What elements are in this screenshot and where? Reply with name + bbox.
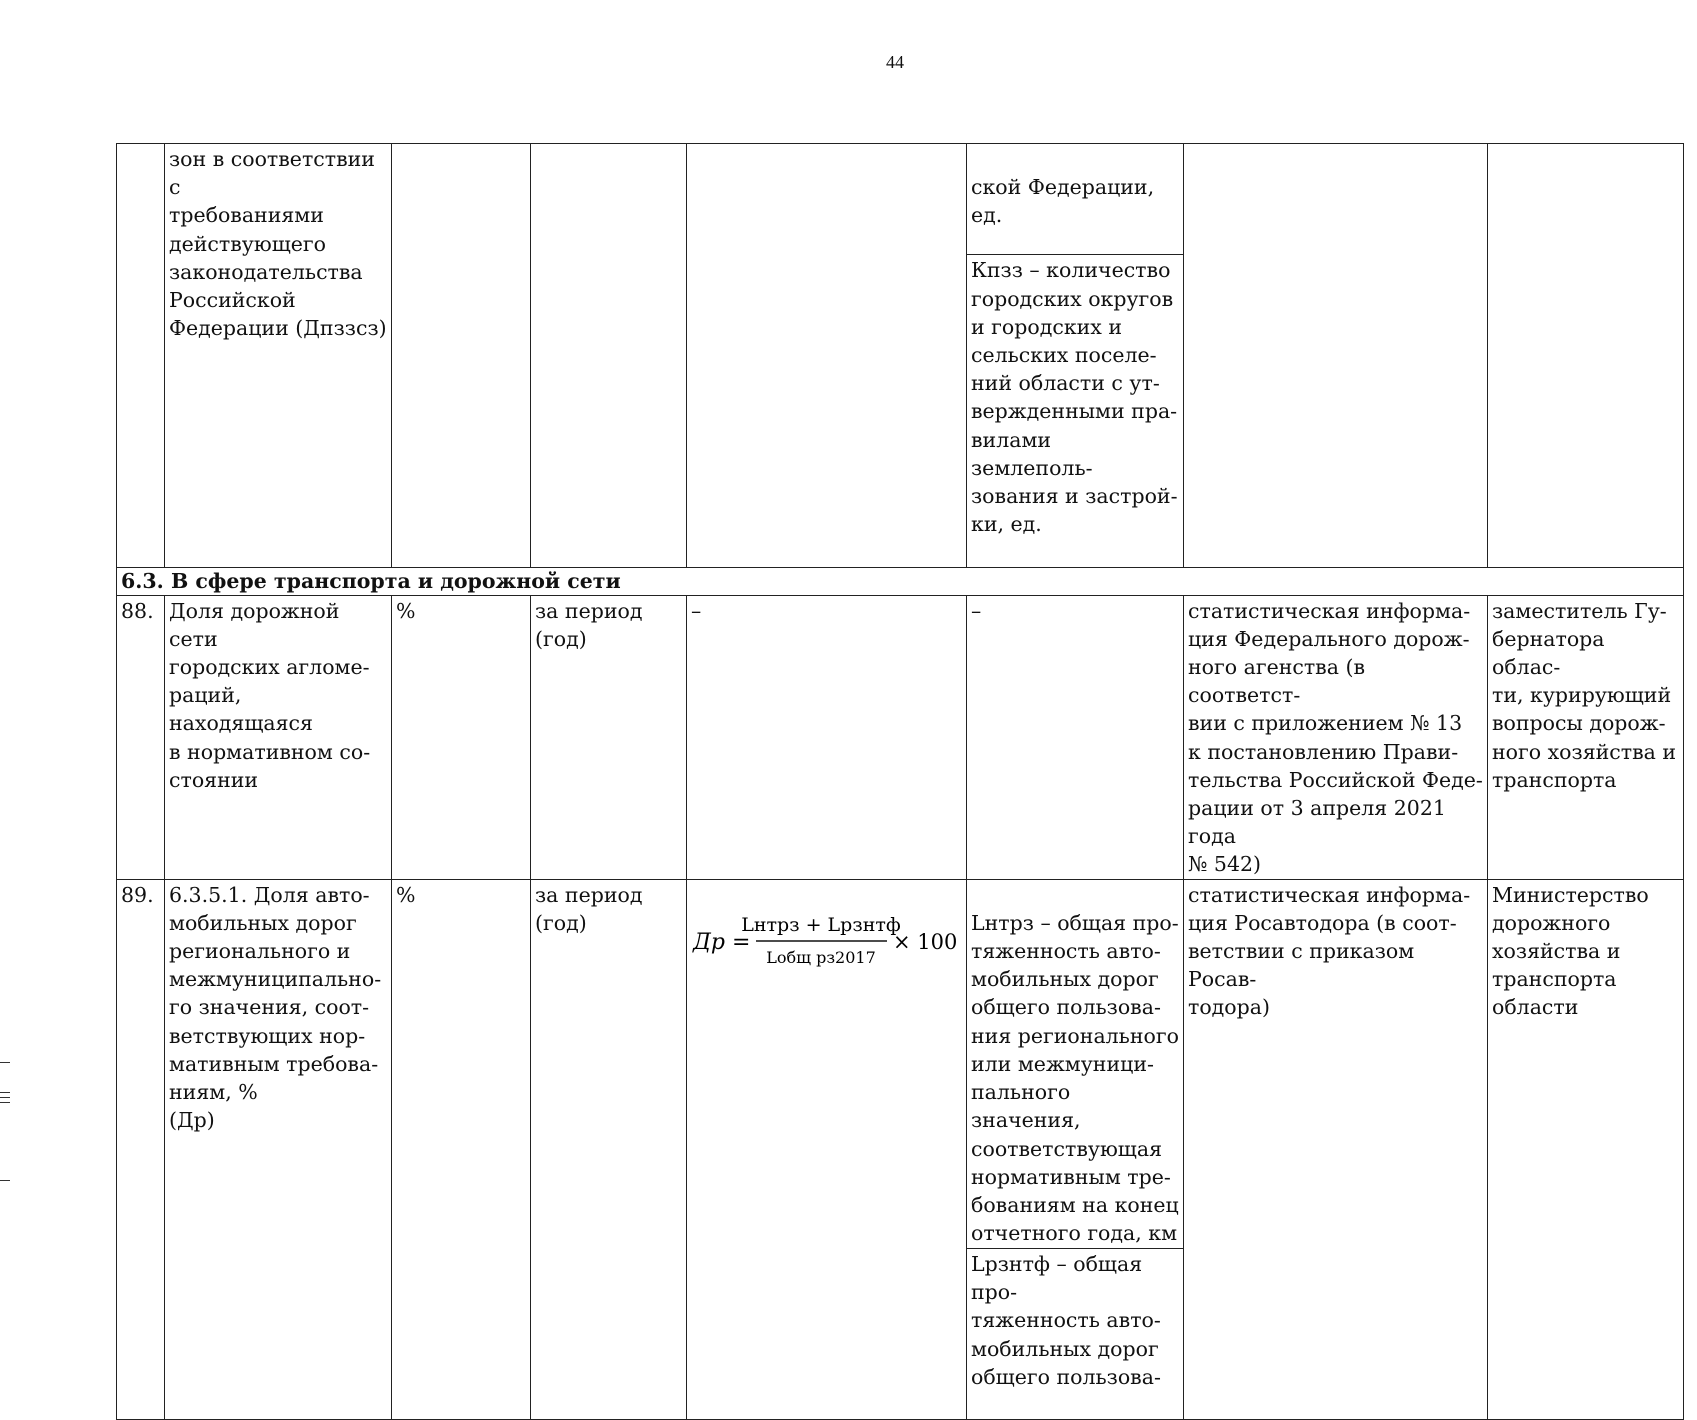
indicator-name: Доля дорожной сети городских агломе- раций, находящаяся в нормативном со- стоянии xyxy=(165,595,392,879)
page-number: 44 xyxy=(886,52,904,72)
variable-description-part-1: Lнтрз – общая про- тяженность авто- мобильных дорог общего пользова- ния регионального или межмуници- пального значения, соответствующая нормативным тре- бованиям на конец отчетного года, км xyxy=(971,910,1179,1246)
row-number: 89. xyxy=(117,879,165,1420)
variable-description-part-2: Lрзнтф – общая про- тяженность авто- мобильных дорог общего пользова- xyxy=(967,1248,1183,1391)
variable-description xyxy=(967,144,1184,568)
unit: % xyxy=(392,595,531,879)
data-source: статистическая информа- ция Федерального дорож- ного агенства (в соответст- вии с приложением № 13 к постановлению Прави- тельства Российской Феде- рации от 3 апреля 2021 года № 542) xyxy=(1184,595,1488,879)
section-header-row xyxy=(117,567,1684,595)
unit: % xyxy=(392,879,531,1420)
period: за период (год) xyxy=(531,595,687,879)
variable-description-part-2: Кпзз – количество городских округов и городских и сельских поселе- ний области с ут- вержденными пра- вилами землеполь- зования и застрой- ки, ед. xyxy=(967,254,1183,538)
responsible: заместитель Гу- бернатора облас- ти, курирующий вопросы дорож- ного хозяйства и транспорта xyxy=(1488,595,1684,879)
responsible: Министерство дорожного хозяйства и транспорта области xyxy=(1488,879,1684,1420)
continuation-row xyxy=(117,144,1684,568)
margin-mark xyxy=(0,1180,10,1181)
formula-factor: × 100 xyxy=(893,929,958,954)
cell-period xyxy=(531,144,687,568)
formula xyxy=(687,879,967,1420)
indicators-table xyxy=(116,143,1684,1420)
cell-num xyxy=(117,144,165,568)
variable-description-part-1: ской Федерации, ед. xyxy=(971,175,1155,228)
margin-mark xyxy=(0,1062,10,1063)
margin-mark xyxy=(0,1092,10,1093)
row-number: 88. xyxy=(117,595,165,879)
formula-graphic xyxy=(691,909,961,979)
cell-unit xyxy=(392,144,531,568)
cell-responsible xyxy=(1488,144,1684,568)
variable-description xyxy=(967,879,1184,1420)
period: за период (год) xyxy=(531,879,687,1420)
variable-description: – xyxy=(967,595,1184,879)
indicator-name: 6.3.5.1. Доля авто- мобильных дорог регионального и межмуниципально- го значения, соот- ветствующих нор- мативным требова- ниям, % (Др) xyxy=(165,879,392,1420)
indicator-name: зон в соответствии с требованиями действующего законодательства Российской Федерации (Дпззсз) xyxy=(165,144,392,568)
cell-source xyxy=(1184,144,1488,568)
table-row xyxy=(117,879,1684,1420)
formula-denominator: Lобщ рз2017 xyxy=(766,947,876,967)
cell-formula xyxy=(687,144,967,568)
section-title: 6.3. В сфере транспорта и дорожной сети xyxy=(117,567,1684,595)
margin-mark xyxy=(0,1102,10,1103)
formula: – xyxy=(687,595,967,879)
data-source: статистическая информа- ция Росавтодора (в соот- ветствии с приказом Росав- тодора) xyxy=(1184,879,1488,1420)
table-row xyxy=(117,595,1684,879)
formula-numerator: Lнтрз + Lрзнтф xyxy=(741,913,901,936)
formula-lhs: Др = xyxy=(693,929,751,955)
margin-mark xyxy=(0,1097,10,1098)
